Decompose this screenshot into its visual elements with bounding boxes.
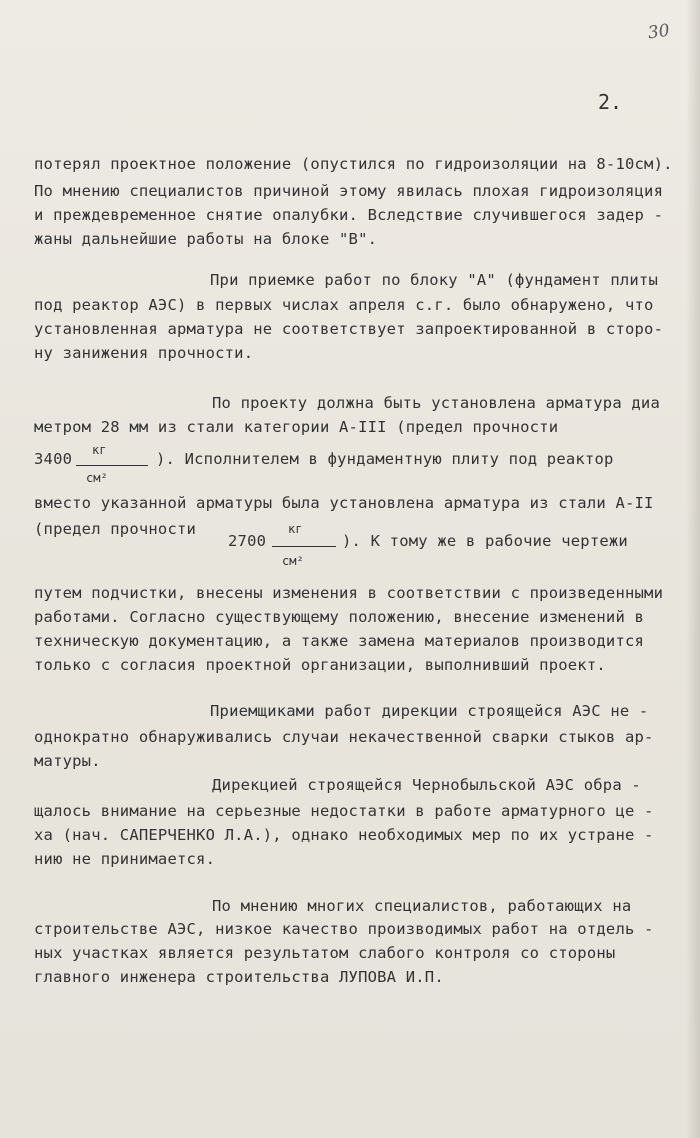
text-line: путем подчистки, внесены изменения в соответствии с произведенными <box>34 584 664 602</box>
unit-numerator: кг <box>92 443 107 457</box>
text-line: установленная арматура не соответствует запроектированной в сторо- <box>34 320 664 338</box>
text-line: вместо указанной арматуры была установлена арматура из стали А-II <box>34 494 654 512</box>
text-line: матуры. <box>34 752 101 770</box>
text-line: работами. Согласно существующему положению, внесение изменений в <box>34 608 645 626</box>
text-line: жаны дальнейшие работы на блоке "В". <box>34 230 378 248</box>
text-line: ). Исполнителем в фундаментную плиту под реактор <box>156 450 614 468</box>
unit-denominator: см² <box>282 554 304 568</box>
text-line: (предел прочности <box>34 520 197 538</box>
text-line: строительстве АЭС, низкое качество производимых работ на отдель - <box>34 920 654 938</box>
text-line: однократно обнаруживались случаи некачественной сварки стыков ар- <box>34 728 654 746</box>
unit-numerator: кг <box>288 522 303 536</box>
fraction-bar <box>76 465 148 466</box>
text-line: и преждевременное снятие опалубки. Вследствие случившегося задер - <box>34 206 664 224</box>
text-line: ). К тому же в рабочие чертежи <box>342 532 628 550</box>
text-line: Приемщиками работ дирекции строящейся АЭС не - <box>210 702 649 720</box>
text-line: По проекту должна быть установлена арматура диа <box>212 394 660 412</box>
unit-denominator: см² <box>86 471 108 485</box>
text-line: главного инженера строительства ЛУПОВА И.П. <box>34 968 444 986</box>
text-value: 2700 <box>228 532 267 550</box>
text-line: ну занижения прочности. <box>34 344 254 362</box>
text-line: По мнению многих специалистов, работающих на <box>212 897 632 915</box>
handwritten-page-number: 30 <box>646 20 671 44</box>
text-line: По мнению специалистов причиной этому явилась плохая гидроизоляция <box>34 182 664 200</box>
text-line: потерял проектное положение (опустился по гидроизоляции на 8-10см). <box>34 155 673 173</box>
text-line: ха (нач. САПЕРЧЕНКО Л.А.), однако необходимых мер по их устране - <box>34 826 654 844</box>
text-line: нию не принимается. <box>34 850 216 868</box>
page-number: 2. <box>598 90 623 114</box>
text-line: ных участках является результатом слабого контроля со стороны <box>34 944 616 962</box>
text-line: щалось внимание на серьезные недостатки в работе арматурного це - <box>34 802 654 820</box>
fraction-bar <box>272 546 336 547</box>
text-value: 3400 <box>34 450 73 468</box>
text-line: Дирекцией строящейся Чернобыльской АЭС обра - <box>212 776 641 794</box>
text-line: При приемке работ по блоку "А" (фундамент плиты <box>210 271 658 289</box>
text-line: под реактор АЭС) в первых числах апреля с.г. было обнаружено, что <box>34 296 654 314</box>
page-edge-shadow <box>686 0 700 1138</box>
text-line: метром 28 мм из стали категории А-III (предел прочности <box>34 418 559 436</box>
text-line: только с согласия проектной организации, выполнивший проект. <box>34 656 606 674</box>
text-line: техническую документацию, а также замена материалов производится <box>34 632 645 650</box>
